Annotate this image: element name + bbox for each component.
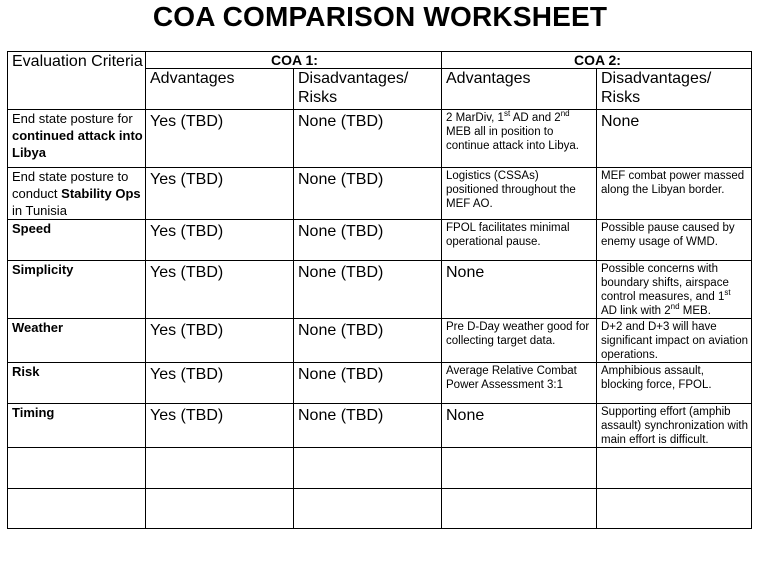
table-row xyxy=(8,110,752,168)
coa1-advantage-cell: Yes (TBD) xyxy=(146,363,294,404)
coa1-disadvantage-cell: None (TBD) xyxy=(294,110,442,168)
criteria-cell: Weather xyxy=(8,319,146,363)
table-row xyxy=(8,363,752,404)
empty-cell xyxy=(294,448,442,489)
empty-cell xyxy=(146,489,294,529)
page-title: COA COMPARISON WORKSHEET xyxy=(152,1,608,32)
coa2-disadvantage-cell: Possible pause caused by enemy usage of WMD. xyxy=(597,220,752,261)
coa2-advantage-cell: None xyxy=(442,404,597,448)
coa2-advantage-cell: Logistics (CSSAs) positioned throughout the MEF AO. xyxy=(442,168,597,220)
coa2-disadvantage-cell: Amphibious assault, blocking force, FPOL. xyxy=(597,363,752,404)
coa2-advantage-cell: FPOL facilitates minimal operational pause. xyxy=(442,220,597,261)
table-row xyxy=(8,319,752,363)
empty-cell xyxy=(597,489,752,529)
coa2-advantage-cell: Pre D-Day weather good for collecting target data. xyxy=(442,319,597,363)
coa1-advantages-header: Advantages xyxy=(146,69,294,110)
empty-cell xyxy=(294,489,442,529)
empty-row xyxy=(8,489,752,529)
table-row xyxy=(8,404,752,448)
coa1-advantage-cell: Yes (TBD) xyxy=(146,261,294,319)
coa2-disadvantage-cell: Possible concerns with boundary shifts, airspace control measures, and 1st AD link with 2nd MEB. xyxy=(597,261,752,319)
criteria-cell: Speed xyxy=(8,220,146,261)
coa1-disadvantage-cell: None (TBD) xyxy=(294,363,442,404)
coa2-disadvantages-header: Disadvantages/ Risks xyxy=(597,69,752,110)
coa2-disadvantage-cell: D+2 and D+3 will have significant impact on aviation operations. xyxy=(597,319,752,363)
table-row xyxy=(8,220,752,261)
coa1-disadvantage-cell: None (TBD) xyxy=(294,261,442,319)
coa1-disadvantage-cell: None (TBD) xyxy=(294,168,442,220)
coa2-disadvantage-cell: Supporting effort (amphib assault) synchronization with main effort is difficult. xyxy=(597,404,752,448)
coa2-disadvantage-cell: None xyxy=(597,110,752,168)
empty-row xyxy=(8,448,752,489)
empty-cell xyxy=(8,448,146,489)
criteria-cell: End state posture for continued attack into Libya xyxy=(8,110,146,168)
coa1-disadvantages-header: Disadvantages/ Risks xyxy=(294,69,442,110)
criteria-header: Evaluation Criteria xyxy=(8,52,146,110)
criteria-cell: Risk xyxy=(8,363,146,404)
coa2-advantages-header: Advantages xyxy=(442,69,597,110)
coa1-advantage-cell: Yes (TBD) xyxy=(146,404,294,448)
empty-cell xyxy=(146,448,294,489)
empty-cell xyxy=(8,489,146,529)
coa1-disadvantage-cell: None (TBD) xyxy=(294,220,442,261)
coa1-advantage-cell: Yes (TBD) xyxy=(146,110,294,168)
empty-cell xyxy=(442,489,597,529)
table-row xyxy=(8,168,752,220)
coa1-disadvantage-cell: None (TBD) xyxy=(294,404,442,448)
coa2-header: COA 2: xyxy=(442,52,752,69)
coa1-header: COA 1: xyxy=(146,52,442,69)
table-row xyxy=(8,261,752,319)
coa1-advantage-cell: Yes (TBD) xyxy=(146,220,294,261)
coa1-disadvantage-cell: None (TBD) xyxy=(294,319,442,363)
coa2-advantage-cell: 2 MarDiv, 1st AD and 2nd MEB all in position to continue attack into Libya. xyxy=(442,110,597,168)
coa2-disadvantage-cell: MEF combat power massed along the Libyan border. xyxy=(597,168,752,220)
criteria-cell: Timing xyxy=(8,404,146,448)
empty-cell xyxy=(442,448,597,489)
coa2-advantage-cell: Average Relative Combat Power Assessment 3:1 xyxy=(442,363,597,404)
coa1-advantage-cell: Yes (TBD) xyxy=(146,319,294,363)
coa1-advantage-cell: Yes (TBD) xyxy=(146,168,294,220)
criteria-cell: Simplicity xyxy=(8,261,146,319)
criteria-cell: End state posture to conduct Stability Ops in Tunisia xyxy=(8,168,146,220)
coa2-advantage-cell: None xyxy=(442,261,597,319)
empty-cell xyxy=(597,448,752,489)
coa-comparison-table xyxy=(7,51,752,529)
